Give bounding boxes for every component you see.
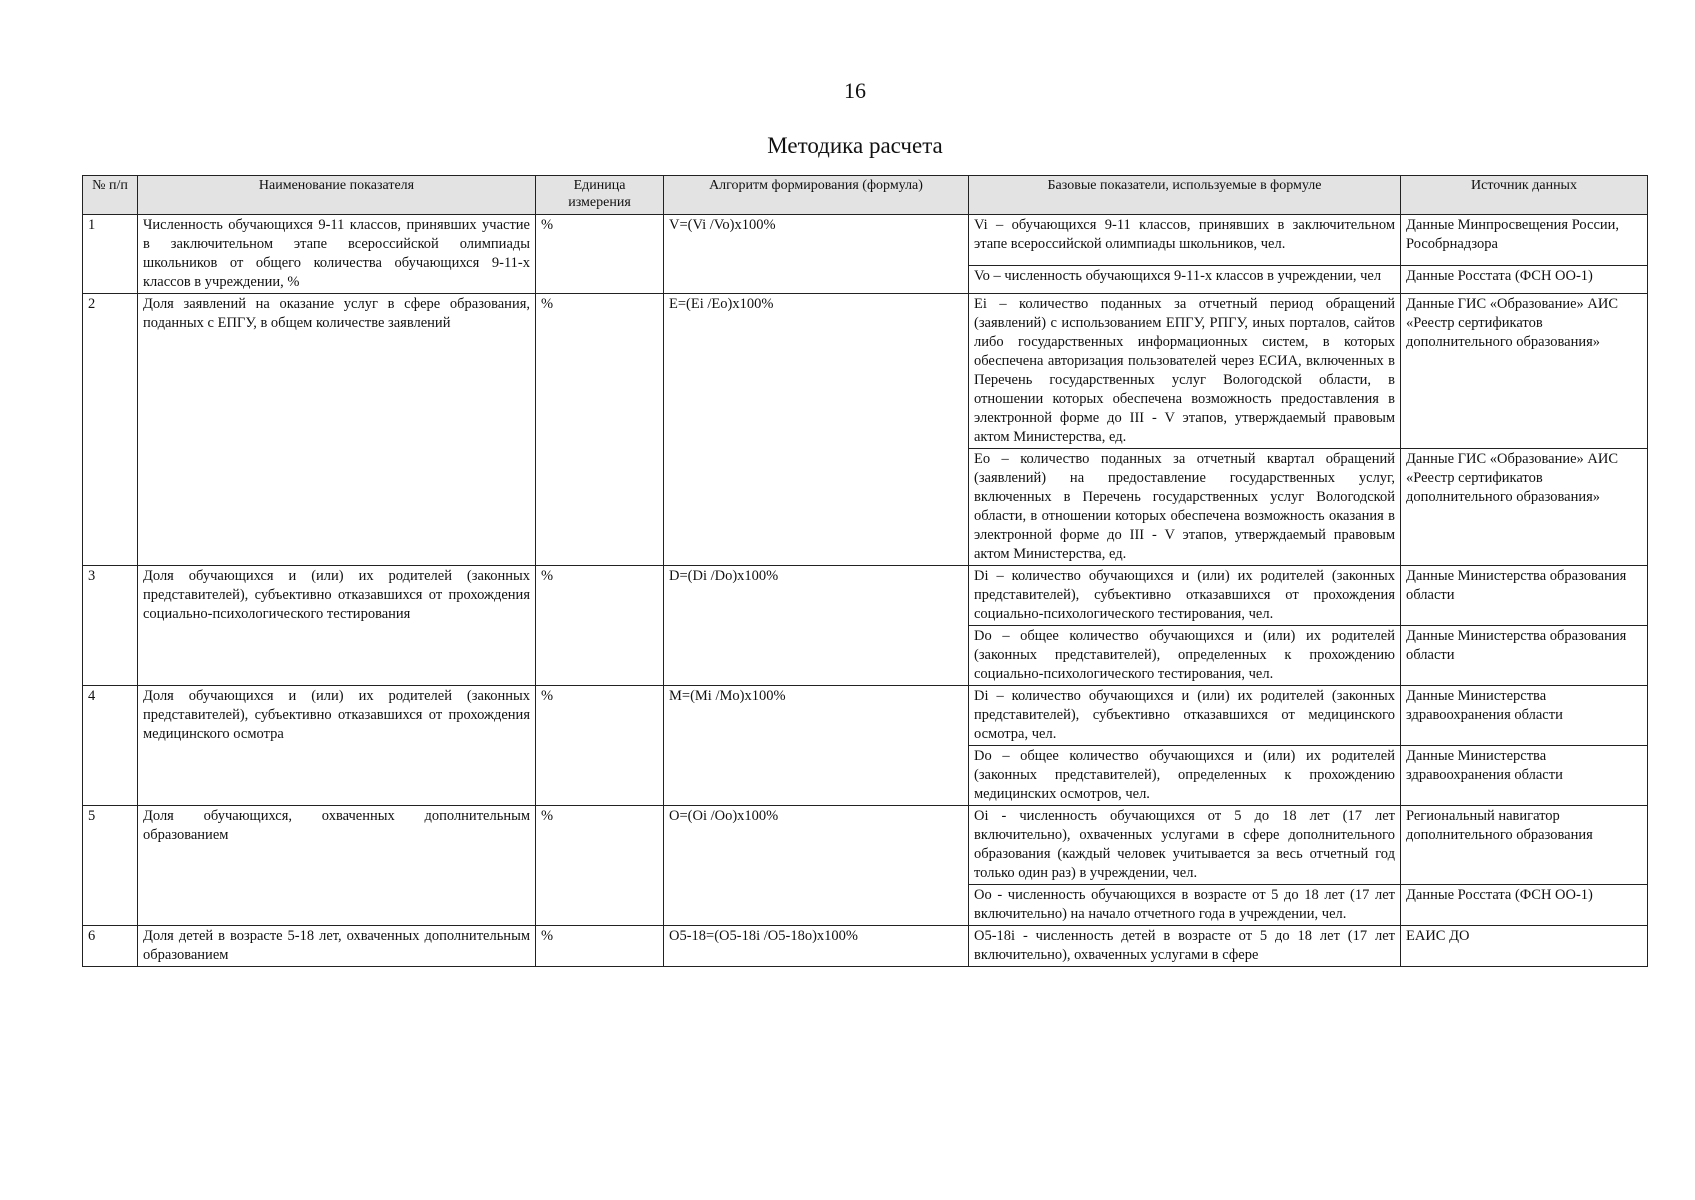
formula: D=(Di /Do)x100% — [664, 566, 969, 686]
row-num: 1 — [83, 215, 138, 294]
formula: M=(Mi /Mo)x100% — [664, 686, 969, 806]
base-indicator: Ei – количество поданных за отчетный период обращений (заявлений) с использованием ЕПГУ, РПГУ, иных порталов, сайтов либо государственных информационных систем, в которых обеспечена авторизация пользователей через ЕСИА, включенных в Перечень государственных услуг Вологодской области, в отношении которых обеспечена возможность предоставления в электронной форме до III - V этапов, утверждаемый правовым актом Министерства, ед. — [969, 294, 1401, 449]
unit: % — [536, 926, 664, 967]
header-source: Источник данных — [1401, 176, 1648, 215]
data-source: Региональный навигатор дополнительного образования — [1401, 806, 1648, 885]
data-source: Данные ГИС «Образование» АИС «Реестр сертификатов дополнительного образования» — [1401, 449, 1648, 566]
formula: O5-18=(O5-18i /O5-18o)x100% — [664, 926, 969, 967]
table-row — [83, 566, 1648, 626]
row-num: 4 — [83, 686, 138, 806]
base-indicator: Di – количество обучающихся и (или) их родителей (законных представителей), субъективно отказавшихся от прохождения социально-психологического тестирования, чел. — [969, 566, 1401, 626]
formula: O=(Oi /Oo)x100% — [664, 806, 969, 926]
base-indicator: Vo – численность обучающихся 9-11-х классов в учреждении, чел — [969, 266, 1401, 294]
data-source: ЕАИС ДО — [1401, 926, 1648, 967]
unit: % — [536, 686, 664, 806]
page-number: 16 — [844, 78, 866, 103]
base-indicator: Oo - численность обучающихся в возрасте от 5 до 18 лет (17 лет включительно) на начало отчетного года в учреждении, чел. — [969, 885, 1401, 926]
table-row — [83, 686, 1648, 746]
data-source: Данные Минпросвещения России, Рособрнадзора — [1401, 215, 1648, 266]
formula: E=(Ei /Eo)x100% — [664, 294, 969, 566]
row-num: 3 — [83, 566, 138, 686]
data-source: Данные Министерства здравоохранения области — [1401, 686, 1648, 746]
table-row — [83, 806, 1648, 885]
header-num: № п/п — [83, 176, 138, 215]
indicator-name: Доля детей в возрасте 5-18 лет, охваченных дополнительным образованием — [138, 926, 536, 967]
indicator-name: Численность обучающихся 9-11 классов, принявших участие в заключительном этапе всероссийской олимпиады школьников от общего количества обучающихся 9-11-х классов в учреждении, % — [138, 215, 536, 294]
data-source: Данные ГИС «Образование» АИС «Реестр сертификатов дополнительного образования» — [1401, 294, 1648, 449]
base-indicator: Eo – количество поданных за отчетный квартал обращений (заявлений) на предоставление государственных услуг, включенных в Перечень государственных услуг Вологодской области, в отношении которых обеспечена возможность оказания в электронной форме до III - V этапов, утверждаемый правовым актом Министерства, ед. — [969, 449, 1401, 566]
formula: V=(Vi /Vo)x100% — [664, 215, 969, 294]
base-indicator: Oi - численность обучающихся от 5 до 18 лет (17 лет включительно), охваченных услугами в сфере дополнительного образования (каждый человек учитывается за весь отчетный год только один раз) в учреждении, чел. — [969, 806, 1401, 885]
indicator-name: Доля обучающихся и (или) их родителей (законных представителей), субъективно отказавшихся от прохождения социально-психологического тестирования — [138, 566, 536, 686]
document-title: Методика расчета — [767, 133, 943, 158]
table-row — [83, 294, 1648, 449]
indicator-name: Доля обучающихся, охваченных дополнительным образованием — [138, 806, 536, 926]
row-num: 2 — [83, 294, 138, 566]
data-source: Данные Министерства здравоохранения области — [1401, 746, 1648, 806]
table-header-row — [83, 176, 1648, 215]
indicator-name: Доля обучающихся и (или) их родителей (законных представителей), субъективно отказавшихся от прохождения медицинского осмотра — [138, 686, 536, 806]
row-num: 5 — [83, 806, 138, 926]
unit: % — [536, 215, 664, 294]
data-source: Данные Росстата (ФСН ОО-1) — [1401, 885, 1648, 926]
data-source: Данные Министерства образования области — [1401, 626, 1648, 686]
data-source: Данные Росстата (ФСН ОО-1) — [1401, 266, 1648, 294]
data-source: Данные Министерства образования области — [1401, 566, 1648, 626]
header-name: Наименование показателя — [138, 176, 536, 215]
row-num: 6 — [83, 926, 138, 967]
base-indicator: Di – количество обучающихся и (или) их родителей (законных представителей), субъективно отказавшихся от медицинского осмотра, чел. — [969, 686, 1401, 746]
header-formula: Алгоритм формирования (формула) — [664, 176, 969, 215]
base-indicator: Do – общее количество обучающихся и (или) их родителей (законных представителей), определенных к прохождению социально-психологического тестирования, чел. — [969, 626, 1401, 686]
unit: % — [536, 566, 664, 686]
table-row — [83, 926, 1648, 967]
unit: % — [536, 806, 664, 926]
table-row — [83, 215, 1648, 266]
base-indicator: Do – общее количество обучающихся и (или) их родителей (законных представителей), определенных к прохождению медицинских осмотров, чел. — [969, 746, 1401, 806]
base-indicator: O5-18i - численность детей в возрасте от 5 до 18 лет (17 лет включительно), охваченных услугами в сфере — [969, 926, 1401, 967]
indicator-name: Доля заявлений на оказание услуг в сфере образования, поданных с ЕПГУ, в общем количестве заявлений — [138, 294, 536, 566]
methodology-table — [82, 175, 1648, 967]
header-base: Базовые показатели, используемые в формуле — [969, 176, 1401, 215]
unit: % — [536, 294, 664, 566]
base-indicator: Vi – обучающихся 9-11 классов, принявших в заключительном этапе всероссийской олимпиады школьников, чел. — [969, 215, 1401, 266]
header-unit: Единица измерения — [536, 176, 664, 215]
